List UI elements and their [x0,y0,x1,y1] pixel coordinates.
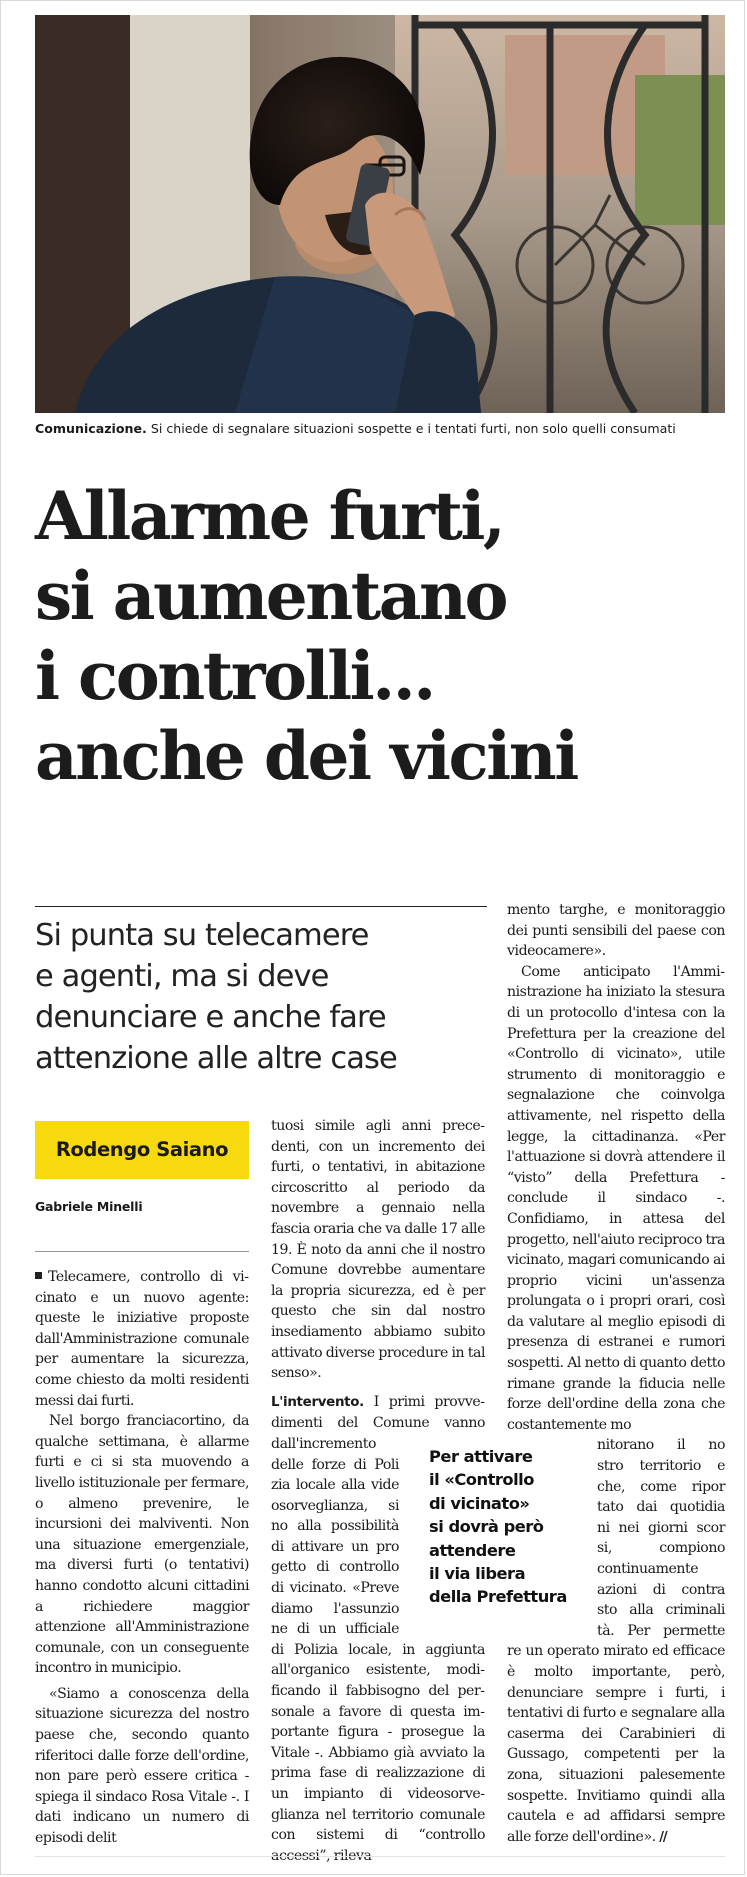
body-paragraph [35,1267,249,1411]
subhead-line: denunciare e anche fare [35,1000,386,1035]
narrow-line: continuamente [597,1561,699,1577]
man-on-phone-at-window-photo [35,15,725,413]
photo-caption [35,421,725,437]
headline-line: Allarme furti, [35,477,504,555]
body-paragraph: tuosi simile agli anni precedenti, con un incremento dei furti, o tentativi, in abitazione circoscritto al periodo da novembre a gennaio nella fascia oraria che va dalle 17 alle 19. È noto da anni che il nostro Comune dovrebbe aumentare la propria sicurezza, ed è per questo che sin dal nostro insediamento abbiamo subito attivato diverse procedure in tal senso». [271,1118,485,1382]
narrow-text-block [271,1455,399,1640]
pullquote-line: di vicinato» [429,1493,530,1513]
body-column-1 [35,1267,249,1849]
narrow-line: azioni di contra [597,1581,725,1598]
narrow-line: osorveglianza, si [271,1497,399,1514]
narrow-text-block [597,1435,725,1641]
subhead-line: e agenti, ma si deve [35,959,329,994]
headline-line: anche dei vicini [35,717,577,795]
body-column-3 [507,900,725,1848]
narrow-line: che, come ripor [597,1478,725,1495]
pull-quote [429,1445,579,1609]
narrow-line: no alla possibilità [271,1518,399,1535]
bullet-square-icon [35,1272,42,1279]
pullquote-line: il «Controllo [429,1470,534,1490]
body-paragraph [507,1641,725,1848]
narrow-line: getto di controllo [271,1559,399,1576]
paragraph-text: Telecamere, controllo di vicinato e un nuovo agente: queste le iniziative proposte dall'Amministrazione comunale per aumentare la sicurezza, come chiesto da molti residenti messi dai furti. [35,1269,249,1409]
narrow-line: tà. Per permette [597,1622,725,1639]
narrow-line: di vicinato. «Preve [271,1580,399,1597]
headline-line: si aumentano [35,557,507,635]
narrow-line: nitorano il no [597,1437,725,1454]
pullquote-line: della Prefettura [429,1587,567,1607]
location-tag: Rodengo Saiano [35,1121,249,1179]
bottom-rule [35,1856,725,1857]
body-paragraph: di Polizia locale, in aggiunta all'organico esistente, modificando il fabbisogno del personale a favore di questa importante figura - prosegue la Vitale -. Abbiamo già avviato la prima fase di realizzazione di un impianto di videosorveglianza nel territorio comunale con sistemi di “controllo accessi”, rileva [271,1641,485,1864]
pullquote-line: si dovrà però [429,1517,544,1537]
author-byline: Gabriele Minelli [35,1199,143,1214]
end-mark: // [659,1829,667,1845]
narrow-line: stro territorio e [597,1458,725,1475]
narrow-line: delle forze di Poli [271,1456,399,1473]
narrow-line: diamo l'assunzio [271,1600,399,1617]
body-paragraph: Nel borgo franciacortino, da qualche settimana, è allarme furti e ci si sta muovendo a livello istituzionale per fermare, o almeno prevenire, le incursioni dei malviventi. Non una situazione emergenziale, ma diversi furti (o tentativi) hanno condotto alcuni cittadini a richiedere maggior attenzione all'Amministrazione comunale, con un conseguente incontro in municipio. [35,1413,249,1677]
narrow-line: tato dai quotidia [597,1499,725,1516]
subhead-line: Si punta su telecamere [35,918,369,953]
subhead-line: attenzione alle altre case [35,1041,397,1076]
narrow-line: sto alla criminali [597,1602,725,1619]
caption-text: Si chiede di segnalare situazioni sospette e i tentati furti, non solo quelli consumati [146,421,676,436]
paragraph-text: re un operato mirato ed efficace è molto importante, però, denunciare sempre i furti, i tentativi di furto e segnalare alla caserma dei Carabinieri di Gussago, competenti per la zona, situazioni palesemente sospette. Invitiamo quindi alla cautela e ad affidarsi sempre alle forze dell'ordine». [507,1643,725,1845]
narrow-line: zia locale alla vide [271,1477,399,1494]
narrow-line: ni nei giorni scor [597,1519,725,1536]
subhead-rule [35,906,487,907]
body-paragraph: Come anticipato l'Amministrazione ha iniziato la stesura di un protocollo d'intesa con la Prefettura per la creazione del «Controllo di vicinato», utile strumento di monitoraggio e segnalazione che coinvolga attivamente, nel rispetto della legge, la cittadinanza. «Per l'attuazione si dovrà attendere il “visto” della Prefettura - conclude il sindaco -. Confidiamo, in attesa del progetto, nell'aiuto reciproco tra vicinato, magari comunicando ai proprio vicini un'assenza prolungata o i propri orari, così da valutare al meglio episodi di presenza di estranei e rumori sospetti. Al netto di quanto detto rimane grande la fiducia nelle forze dell'ordine della zona che costantemente mo [507,963,725,1433]
pullquote-line: il via libera [429,1564,526,1584]
article-subhead [35,915,505,1079]
paragraph-text: I primi provvedimenti del Comune vanno dall'incremento [271,1393,485,1452]
narrow-line: di attivare un pro [271,1538,399,1555]
pullquote-line: attendere [429,1540,516,1560]
pullquote-line: Per attivare [429,1447,533,1466]
runin-heading: L'intervento. [271,1394,364,1410]
narrow-line: si, compiono [597,1540,725,1557]
narrow-line: ne di un ufficiale [271,1621,399,1638]
headline-line: i controlli... [35,637,434,715]
article-headline [35,476,725,796]
body-paragraph: «Siamo a conoscenza della situazione sicurezza del nostro paese che, secondo quanto riferitoci dalle forze dell'ordine, non pare però essere critica - spiega il sindaco Rosa Vitale -. I dati indicano un numero di episodi delit [35,1685,249,1847]
caption-lead: Comunicazione. [35,421,147,436]
byline-rule [35,1251,249,1252]
body-paragraph: mento targhe, e monitoraggio dei punti sensibili del paese con videocamere». [507,902,725,960]
article-photo [35,15,725,413]
